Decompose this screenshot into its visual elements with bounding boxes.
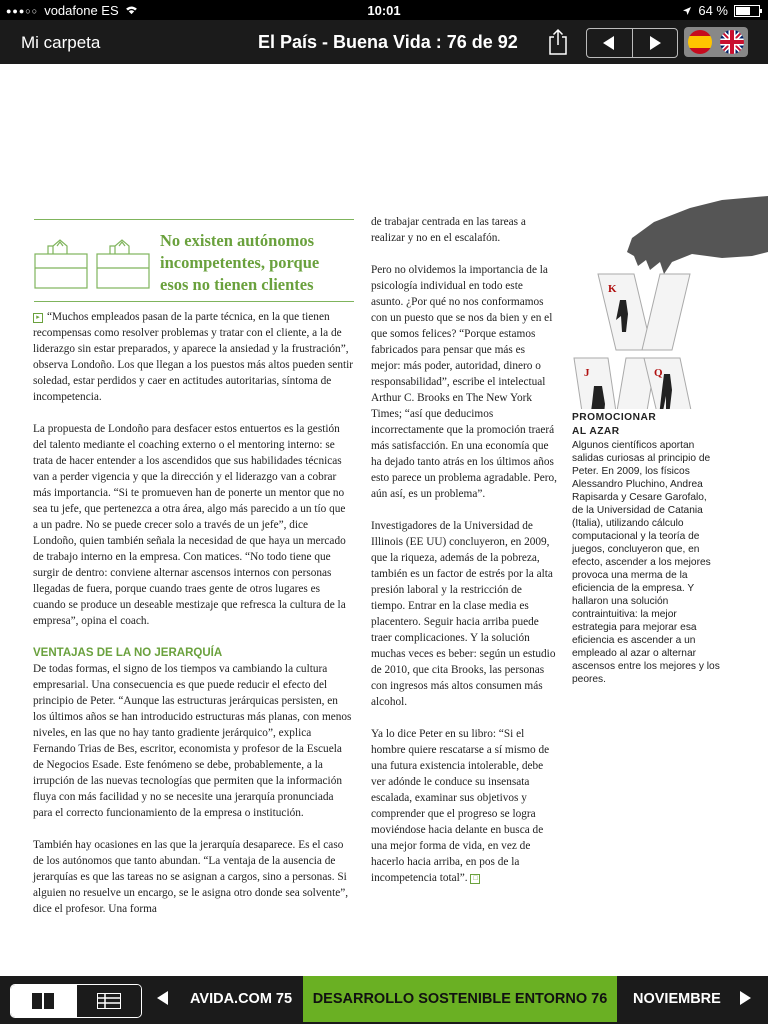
status-bar — [0, 0, 768, 20]
location-arrow-icon — [682, 6, 692, 16]
language-selector — [684, 27, 748, 57]
single-page-view-icon — [32, 993, 54, 1009]
list-view-icon — [97, 993, 121, 1009]
status-right — [682, 3, 760, 18]
arrow-right-icon — [649, 36, 661, 50]
battery-percent: 64 % — [698, 3, 728, 18]
sidebar-title-line-1: PROMOCIONAR — [572, 412, 657, 423]
article-column-2 — [371, 214, 557, 902]
previous-section-button[interactable]: AVIDA.COM 75 — [190, 991, 293, 1007]
issue-title: El País - Buena Vida : 76 de 92 — [258, 32, 518, 52]
flag-spain-icon[interactable] — [688, 30, 712, 54]
hand-icon — [627, 196, 768, 274]
article-end-marker-icon: □ — [470, 874, 480, 884]
bottom-bar — [0, 976, 768, 1024]
magazine-page — [0, 64, 768, 976]
card-label: Q — [654, 367, 663, 379]
share-icon[interactable] — [547, 28, 569, 56]
paragraph: de trabajar centrada en las tareas a realizar y no en el escalafón. — [371, 216, 526, 244]
card-label: J — [584, 367, 590, 379]
battery-icon — [734, 5, 760, 17]
card — [642, 274, 690, 350]
arrow-left-icon — [603, 36, 615, 50]
article-column-1 — [33, 309, 353, 933]
pull-quote: No existen autónomos incompetentes, porque esos no tienen clientes — [160, 231, 320, 294]
article-start-marker-icon: ▸ — [33, 313, 43, 323]
signal-icon: ●●●○○ — [6, 5, 39, 16]
paragraph: Investigadores de la Universidad de Illinois (EE UU) concluyeron, en 2009, que la riqueza, además de la pobreza, también es un factor de estrés por la alta presión laboral y la restricción de tiempo. Entrar en la clase media es placentero. Seguir hacia arriba puede traer complicaciones. Y la solución muchas veces es beber: según un estudio de 2010, que cita Brooks, las personas con ingresos más altos consumen más alcohol. — [371, 520, 556, 708]
current-section-button[interactable]: DESARROLLO SOSTENIBLE ENTORNO 76 — [303, 976, 617, 1022]
paragraph: De todas formas, el signo de los tiempos va cambiando la cultura empresarial. Una consecuencia es que puede reducir el efecto del principio de Peter. “Aunque las estructuras jerárquicas persisten, en los últimos años se han introducido estructuras más planas, con menos niveles, en las que no hay tanto gradiente jerárquico”, explica Fernando Trias de Bes, escritor, economista y profesor de la Escuela de Negocios Esade. Este fenómeno se debe, probablemente, a la irrupción de las nuevas tecnologías que permiten que la información fluya con más facilidad y no se necesite una jerarquía pronunciada para el correcto funcionamiento de la empresa o institución. — [33, 663, 352, 819]
card-label: K — [608, 283, 617, 295]
my-folder-button[interactable]: Mi carpeta — [21, 33, 101, 52]
next-page-button[interactable] — [632, 29, 678, 57]
paragraph: ▸ “Muchos empleados pasan de la parte técnica, en la que tienen recompensas como resolver problemas y tratar con el cliente, a la de liderazgo sin estar preparados, y aparece la ansiedad y la frustración”, observa Londoño. Los que llegan a los puestos más altos pueden sentir soledad, estar perdidos y caer en actitudes autoritarias, síntoma de incompetencia. — [33, 311, 354, 403]
battery-level — [736, 7, 750, 15]
paragraph: Pero no olvidemos la importancia de la psicología individual en todo este asunto. ¿Por qué no nos conformamos con un puesto que se nos da bien y en el que somos felices? “Porque estamos fabricados para pensar que más es mejor: más poder, autoridad, dinero o responsabilidad”, escribe el intelectual Arthur C. Brooks en The New York Times; “así que deducimos incorrectamente que la promoción traerá más satisfacción. En una economía que ha dejado tanto atrás en los últimos años esto parece un problema agradable. Pero, aún así, es un problema”. — [371, 264, 558, 500]
previous-page-button[interactable] — [587, 29, 632, 57]
navigation-bar — [0, 20, 768, 64]
house-of-cards-illustration — [572, 134, 768, 409]
clock: 10:01 — [367, 3, 401, 18]
carrier-name: vodafone ES — [44, 3, 119, 18]
page-navigation — [586, 28, 678, 58]
view-mode-toggle — [10, 984, 142, 1018]
section-heading: VENTAJAS DE LA NO JERARQUÍA — [33, 647, 223, 659]
divider-bottom — [34, 301, 354, 302]
paragraph: Ya lo dice Peter en su libro: “Si el hombre quiere rescatarse a sí mismo de una futura existencia intolerable, debe ver adónde le conduce su insensata escalada, examinar sus objetivos y comprender que el progreso se logra moviéndose hacia delante en busca de una mejor forma de vida, en vez de hacerlo hacia arriba, en pos de la incompetencia total”. □ — [371, 728, 550, 884]
briefcase-icon-pair — [34, 232, 150, 292]
divider-top — [34, 219, 354, 220]
sidebar-title-line-2: AL AZAR — [572, 426, 620, 437]
sidebar-box — [572, 411, 720, 686]
next-section-button[interactable]: NOVIEMBRE — [633, 991, 721, 1007]
flag-uk-icon[interactable] — [720, 30, 744, 54]
triangle-left-icon[interactable] — [157, 991, 169, 1005]
sidebar-text: Algunos científicos aportan salidas curiosas al principio de Peter. En 2009, los físicos Alessandro Pluchino, Andrea Rapisarda y Cesare Garofalo, de la Universidad de Catania (Italia), utilizando cálculo computacional y la teoría de juegos, concluyeron que, en efecto, ascender a los mejores provoca una merma de la eficiencia de la empresa. Y hallaron una solución contraintuitiva: la mejor estrategia para mejorar esa eficiencia es ascender a un empleado al azar o alternar ascensos entre los mejores y los peores. — [572, 440, 720, 685]
paragraph: La propuesta de Londoño para desfacer estos entuertos es la gestión del talento mediante el coaching externo o el mentoring interno: se trata de hacer entender a los ascendidos que sus habilidades técnicas van a perder vigencia y que la dirección y el liderazgo van a cobrar más importancia. “Si te promueven han de ponerte un mentor que no sea tu jefe, que pertenezca a otra área, algo más parecido a un tío que a un padre. No se puede crecer solo a través de un jefe”, dice Londoño, quien también señala la necesidad de que haya un mercado de trabajo interno en la empresa. Con matices. “No todo tiene que surgir de dentro: conviene alternar ascensos internos con personas llegadas de fuera, porque cuando traes gente de otros lugares es cuando se produce un deseable mestizaje que refresca la cultura de la empresa”, opina el coach. — [33, 423, 346, 627]
paragraph: También hay ocasiones en las que la jerarquía desaparece. Es el caso de los autónomos que tanto abundan. “La ventaja de la ausencia de jerarquías es que las tareas no se asignan a cargos, sino a personas. Si alguien no resuelve un encargo, se le asigna otro donde sea solvente”, dice el profesor. Una forma — [33, 839, 349, 915]
single-page-view-button[interactable] — [11, 985, 76, 1017]
triangle-right-icon[interactable] — [739, 991, 751, 1005]
list-view-button[interactable] — [76, 985, 142, 1017]
